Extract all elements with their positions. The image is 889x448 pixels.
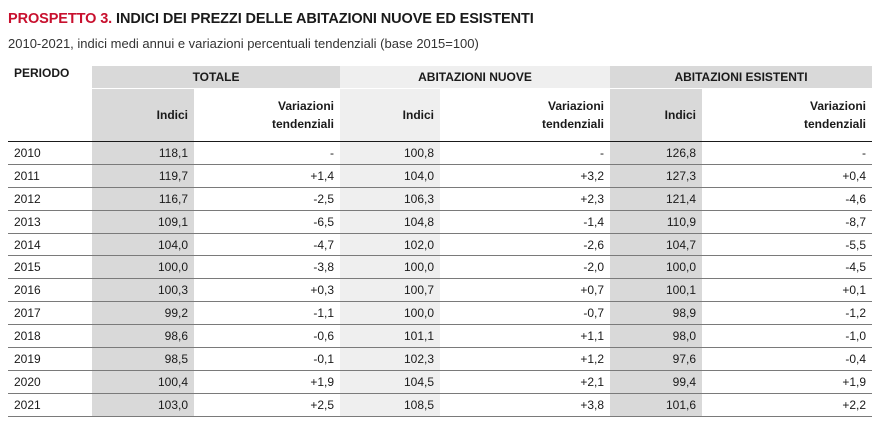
table-row (8, 210, 872, 233)
nuove-indice-cell: 100,7 (340, 279, 440, 302)
indici-header-esistenti: Indici (610, 89, 702, 142)
esistenti-indice-cell: 101,6 (610, 393, 702, 416)
title-prefix: PROSPETTO 3. (8, 11, 113, 27)
totale-variazione-cell: -1,1 (194, 302, 340, 325)
variazioni-line1: Variazioni (277, 99, 335, 113)
totale-indice-cell: 119,7 (92, 164, 194, 187)
year-cell: 2016 (8, 279, 92, 302)
totale-indice-cell: 103,0 (92, 393, 194, 416)
esistenti-indice-cell: 100,1 (610, 279, 702, 302)
group-header-totale: TOTALE (92, 66, 340, 89)
year-cell: 2012 (8, 187, 92, 210)
esistenti-variazione-cell: - (702, 142, 872, 165)
year-cell: 2013 (8, 210, 92, 233)
year-cell: 2011 (8, 164, 92, 187)
esistenti-variazione-cell: -1,2 (702, 302, 872, 325)
esistenti-variazione-cell: -1,0 (702, 325, 872, 348)
nuove-variazione-cell: +1,2 (440, 348, 610, 371)
totale-indice-cell: 116,7 (92, 187, 194, 210)
esistenti-variazione-cell: -8,7 (702, 210, 872, 233)
year-cell: 2017 (8, 302, 92, 325)
year-cell: 2021 (8, 393, 92, 416)
nuove-indice-cell: 100,0 (340, 302, 440, 325)
variazioni-line2: tendenziali (542, 117, 605, 131)
nuove-variazione-cell: -2,6 (440, 233, 610, 256)
totale-variazione-cell: +1,4 (194, 164, 340, 187)
year-cell: 2018 (8, 325, 92, 348)
totale-indice-cell: 100,4 (92, 370, 194, 393)
esistenti-indice-cell: 121,4 (610, 187, 702, 210)
totale-indice-cell: 100,3 (92, 279, 194, 302)
variazioni-line2: tendenziali (804, 117, 867, 131)
table-row (8, 256, 872, 279)
totale-variazione-cell: -3,8 (194, 256, 340, 279)
nuove-indice-cell: 106,3 (340, 187, 440, 210)
year-cell: 2010 (8, 142, 92, 165)
table-row (8, 302, 872, 325)
esistenti-indice-cell: 97,6 (610, 348, 702, 371)
totale-indice-cell: 109,1 (92, 210, 194, 233)
indici-header-nuove: Indici (340, 89, 440, 142)
nuove-variazione-cell: - (440, 142, 610, 165)
title-main: INDICI DEI PREZZI DELLE ABITAZIONI NUOVE ED ESISTENTI (116, 11, 534, 27)
nuove-indice-cell: 104,0 (340, 164, 440, 187)
totale-indice-cell: 98,6 (92, 325, 194, 348)
totale-variazione-cell: +0,3 (194, 279, 340, 302)
nuove-variazione-cell: +1,1 (440, 325, 610, 348)
variazioni-line2: tendenziali (272, 117, 335, 131)
totale-variazione-cell: +2,5 (194, 393, 340, 416)
esistenti-indice-cell: 127,3 (610, 164, 702, 187)
table-body (8, 142, 872, 417)
esistenti-variazione-cell: +2,2 (702, 393, 872, 416)
nuove-variazione-cell: -2,0 (440, 256, 610, 279)
totale-variazione-cell: -6,5 (194, 210, 340, 233)
nuove-indice-cell: 101,1 (340, 325, 440, 348)
esistenti-variazione-cell: -5,5 (702, 233, 872, 256)
totale-indice-cell: 104,0 (92, 233, 194, 256)
nuove-indice-cell: 108,5 (340, 393, 440, 416)
esistenti-variazione-cell: +1,9 (702, 370, 872, 393)
price-index-table (8, 66, 872, 417)
nuove-variazione-cell: -1,4 (440, 210, 610, 233)
totale-indice-cell: 118,1 (92, 142, 194, 165)
year-cell: 2020 (8, 370, 92, 393)
totale-indice-cell: 100,0 (92, 256, 194, 279)
group-header-esistenti: ABITAZIONI ESISTENTI (610, 66, 872, 89)
year-cell: 2019 (8, 348, 92, 371)
esistenti-variazione-cell: -4,5 (702, 256, 872, 279)
variazioni-header-nuove (440, 89, 610, 142)
table-row (8, 348, 872, 371)
esistenti-indice-cell: 98,9 (610, 302, 702, 325)
esistenti-variazione-cell: -0,4 (702, 348, 872, 371)
esistenti-indice-cell: 100,0 (610, 256, 702, 279)
esistenti-indice-cell: 126,8 (610, 142, 702, 165)
variazioni-header-esistenti (702, 89, 872, 142)
esistenti-variazione-cell: +0,4 (702, 164, 872, 187)
nuove-variazione-cell: +2,3 (440, 187, 610, 210)
table-title (8, 11, 534, 27)
esistenti-indice-cell: 104,7 (610, 233, 702, 256)
indici-header-totale: Indici (92, 89, 194, 142)
nuove-indice-cell: 100,0 (340, 256, 440, 279)
table-row (8, 370, 872, 393)
table-row (8, 279, 872, 302)
nuove-variazione-cell: -0,7 (440, 302, 610, 325)
table-row (8, 393, 872, 416)
totale-indice-cell: 99,2 (92, 302, 194, 325)
table-row (8, 164, 872, 187)
table-row (8, 142, 872, 165)
esistenti-indice-cell: 110,9 (610, 210, 702, 233)
nuove-variazione-cell: +3,8 (440, 393, 610, 416)
esistenti-variazione-cell: +0,1 (702, 279, 872, 302)
variazioni-line1: Variazioni (547, 99, 605, 113)
nuove-indice-cell: 102,3 (340, 348, 440, 371)
year-cell: 2015 (8, 256, 92, 279)
nuove-indice-cell: 104,8 (340, 210, 440, 233)
totale-variazione-cell: -4,7 (194, 233, 340, 256)
totale-variazione-cell: -0,1 (194, 348, 340, 371)
nuove-indice-cell: 104,5 (340, 370, 440, 393)
table-row (8, 187, 872, 210)
esistenti-indice-cell: 99,4 (610, 370, 702, 393)
totale-variazione-cell: -0,6 (194, 325, 340, 348)
nuove-indice-cell: 102,0 (340, 233, 440, 256)
nuove-variazione-cell: +2,1 (440, 370, 610, 393)
totale-indice-cell: 98,5 (92, 348, 194, 371)
table-row (8, 325, 872, 348)
nuove-variazione-cell: +3,2 (440, 164, 610, 187)
totale-variazione-cell: - (194, 142, 340, 165)
variazioni-line1: Variazioni (809, 99, 867, 113)
esistenti-variazione-cell: -4,6 (702, 187, 872, 210)
table-row (8, 233, 872, 256)
nuove-indice-cell: 100,8 (340, 142, 440, 165)
variazioni-header-totale (194, 89, 340, 142)
year-cell: 2014 (8, 233, 92, 256)
group-header-nuove: ABITAZIONI NUOVE (340, 66, 610, 89)
totale-variazione-cell: -2,5 (194, 187, 340, 210)
nuove-variazione-cell: +0,7 (440, 279, 610, 302)
totale-variazione-cell: +1,9 (194, 370, 340, 393)
table-subtitle: 2010-2021, indici medi annui e variazioni percentuali tendenziali (base 2015=100) (8, 36, 479, 51)
esistenti-indice-cell: 98,0 (610, 325, 702, 348)
periodo-header: PERIODO (8, 66, 92, 142)
